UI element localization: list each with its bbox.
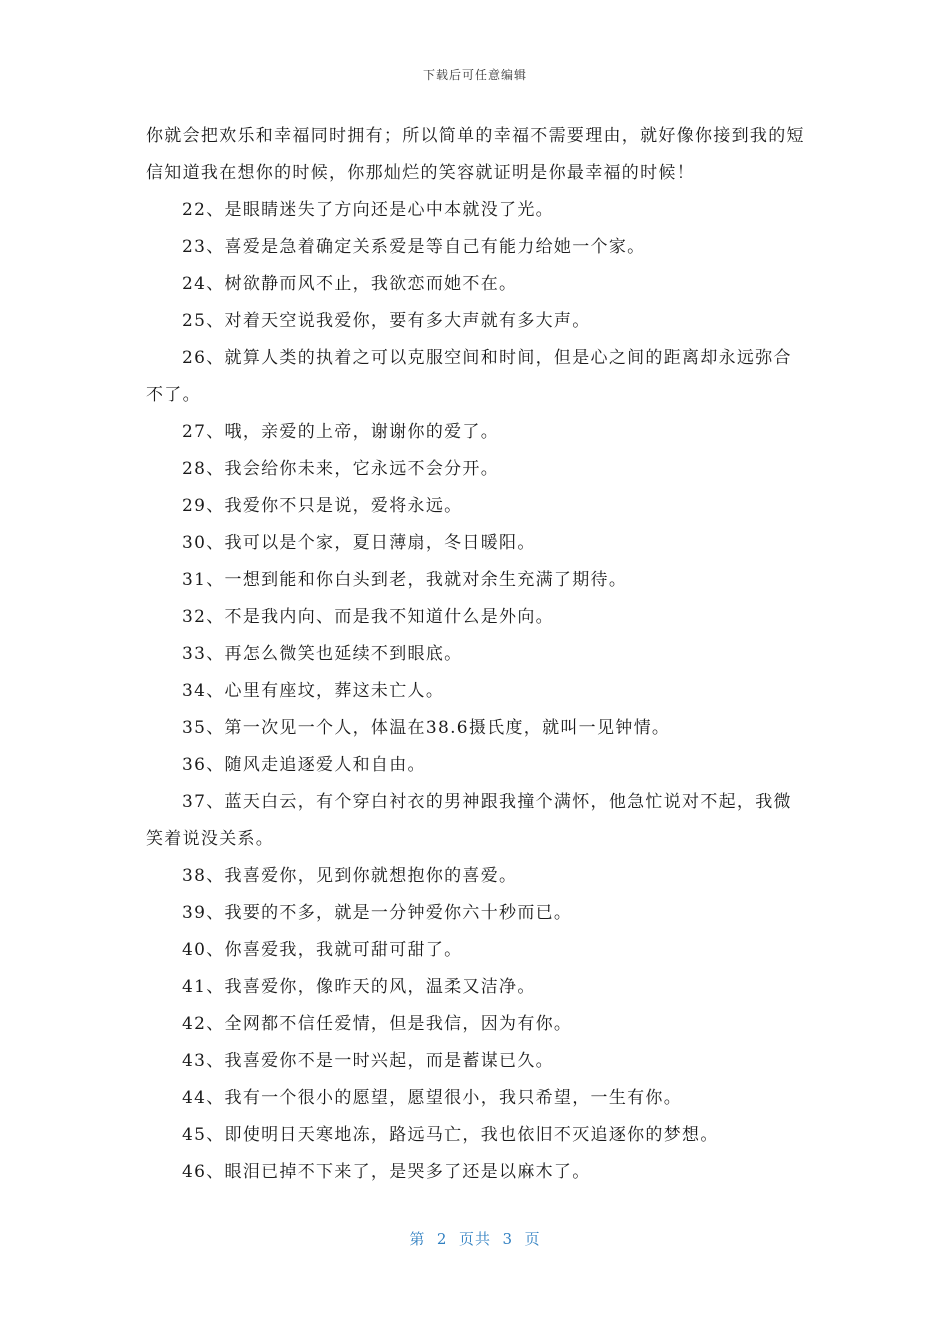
paragraph: 46、眼泪已掉不下来了，是哭多了还是以麻木了。 <box>182 1162 591 1182</box>
paragraph: 37、蓝天白云，有个穿白衬衣的男神跟我撞个满怀，他急忙说对不起，我微笑着说没关系。 <box>146 792 792 849</box>
paragraph: 27、哦，亲爱的上帝，谢谢你的爱了。 <box>182 422 500 442</box>
paragraph: 41、我喜爱你，像昨天的风，温柔又洁净。 <box>182 977 536 997</box>
paragraph: 你就会把欢乐和幸福同时拥有；所以简单的幸福不需要理由，就好像你接到我的短信知道我在想你的时候，你那灿烂的笑容就证明是你最幸福的时候！ <box>146 126 805 183</box>
paragraph: 42、全网都不信任爱情，但是我信，因为有你。 <box>182 1014 573 1034</box>
paragraph: 40、你喜爱我，我就可甜可甜了。 <box>182 940 463 960</box>
paragraph: 22、是眼睛迷失了方向还是心中本就没了光。 <box>182 200 554 220</box>
paragraph: 25、对着天空说我爱你，要有多大声就有多大声。 <box>182 311 591 331</box>
paragraph: 35、第一次见一个人，体温在38.6摄氏度，就叫一见钟情。 <box>182 718 671 738</box>
paragraph: 32、不是我内向、而是我不知道什么是外向。 <box>182 607 554 627</box>
paragraph: 28、我会给你未来，它永远不会分开。 <box>182 459 500 479</box>
paragraph: 34、心里有座坟，葬这未亡人。 <box>182 681 445 701</box>
page-header: 下载后可任意编辑 <box>422 68 527 82</box>
paragraph: 38、我喜爱你，见到你就想抱你的喜爱。 <box>182 866 518 886</box>
page-footer: 第 2 页共 3 页 <box>409 1230 541 1248</box>
paragraph: 44、我有一个很小的愿望，愿望很小，我只希望，一生有你。 <box>182 1088 683 1108</box>
paragraph: 39、我要的不多，就是一分钟爱你六十秒而已。 <box>182 903 573 923</box>
paragraph: 33、再怎么微笑也延续不到眼底。 <box>182 644 463 664</box>
paragraph: 30、我可以是个家，夏日薄扇，冬日暖阳。 <box>182 533 536 553</box>
paragraph: 24、树欲静而风不止，我欲恋而她不在。 <box>182 274 518 294</box>
paragraph: 31、一想到能和你白头到老，我就对余生充满了期待。 <box>182 570 628 590</box>
paragraph: 43、我喜爱你不是一时兴起，而是蓄谋已久。 <box>182 1051 554 1071</box>
paragraph: 23、喜爱是急着确定关系爱是等自己有能力给她一个家。 <box>182 237 646 257</box>
document-body <box>146 118 806 1191</box>
paragraph: 45、即使明日天寒地冻，路远马亡，我也依旧不灭追逐你的梦想。 <box>182 1125 719 1145</box>
paragraph: 29、我爱你不只是说，爱将永远。 <box>182 496 463 516</box>
paragraph: 26、就算人类的执着之可以克服空间和时间，但是心之间的距离却永远弥合不了。 <box>146 348 792 405</box>
paragraph: 36、随风走追逐爱人和自由。 <box>182 755 426 775</box>
